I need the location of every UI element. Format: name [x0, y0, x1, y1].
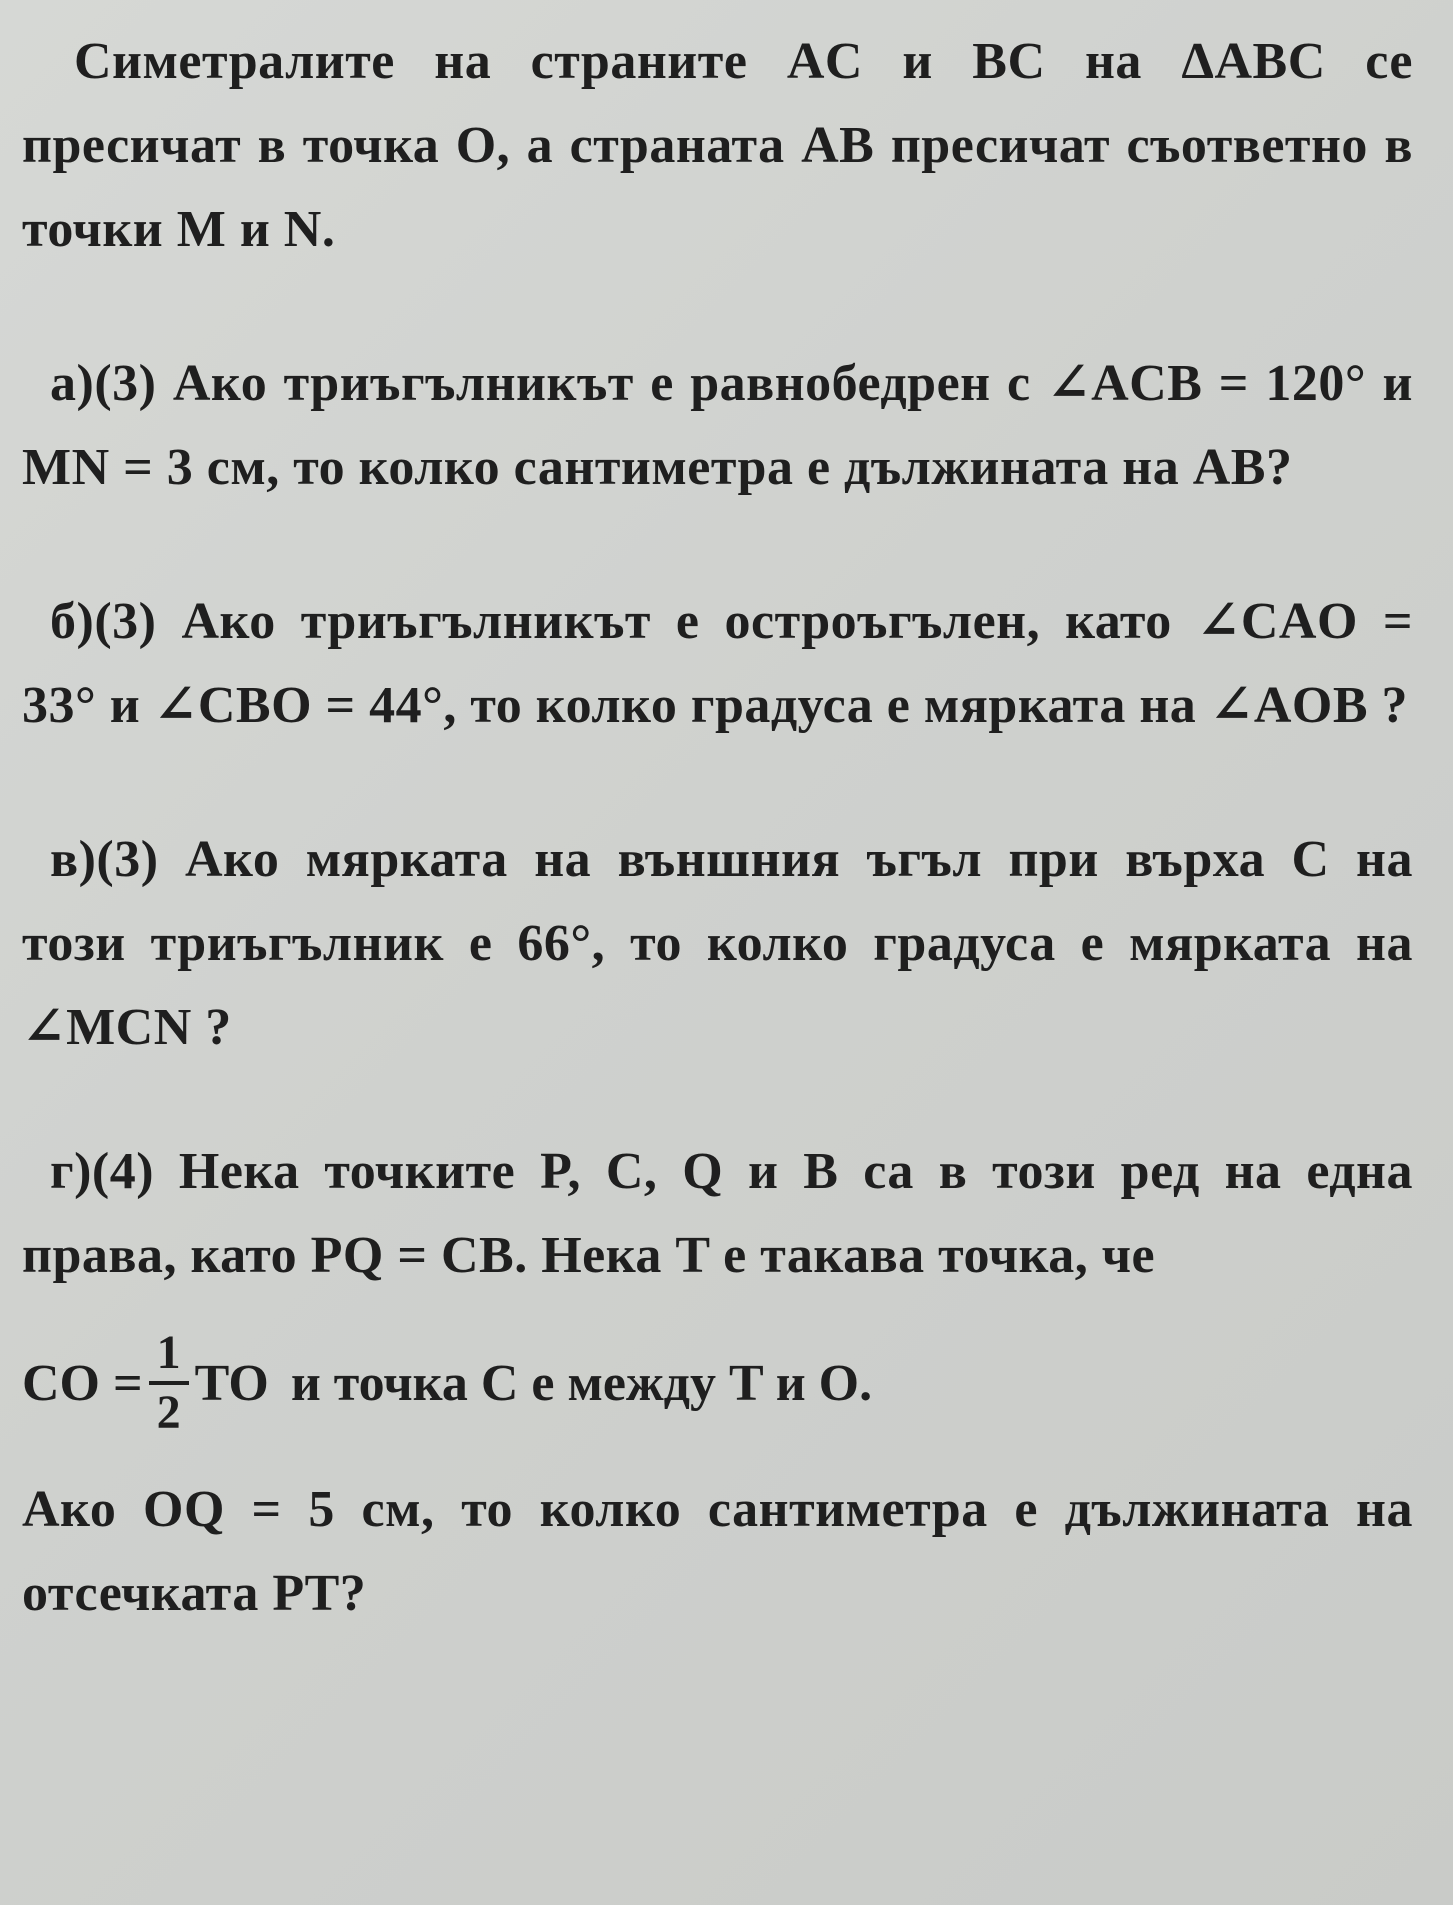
question-v	[22, 818, 1413, 1070]
question-a-text: Ако триъгълникът е равнобедрен с ∠ACB = 120° и MN = 3 см, то колко сантиметра е дължината на AB?	[22, 355, 1413, 496]
question-v-text: Ако мярката на външния ъгъл при върха C на този триъгълник е 66°, то колко градуса е мярката на ∠MCN ?	[22, 831, 1413, 1056]
formula-right: TO	[194, 1354, 269, 1412]
question-a-label: а)(3)	[50, 355, 157, 412]
question-g-text: Нека точките P, C, Q и B са в този ред на една права, като PQ = CB. Нека T е такава точка, че	[22, 1143, 1413, 1284]
question-g-intro	[22, 1130, 1413, 1298]
question-b-label: б)(3)	[50, 593, 157, 650]
question-v-label: в)(3)	[50, 831, 159, 888]
formula-tail: и точка C е между T и O.	[290, 1354, 873, 1412]
fraction	[149, 1325, 189, 1441]
fraction-denominator: 2	[156, 1386, 181, 1439]
question-g-formula	[22, 1298, 1413, 1468]
question-b-text: Ако триъгълникът е остроъгълен, като ∠CAO = 33° и ∠CBO = 44°, то колко градуса е мярката на ∠AOB ?	[22, 593, 1413, 734]
question-b	[22, 580, 1413, 748]
question-g-label: г)(4)	[50, 1143, 155, 1200]
question-g	[22, 1130, 1413, 1636]
problem-intro: Симетралите на страните AC и BC на ΔABC се пресичат в точка O, а страната AB пресичат съответно в точки M и N.	[22, 33, 1413, 258]
question-a	[22, 342, 1413, 510]
formula-left: CO =	[22, 1354, 143, 1412]
question-g-end: Ако OQ = 5 см, то колко сантиметра е дължината на отсечката PT?	[22, 1481, 1413, 1622]
fraction-numerator: 1	[149, 1325, 189, 1385]
